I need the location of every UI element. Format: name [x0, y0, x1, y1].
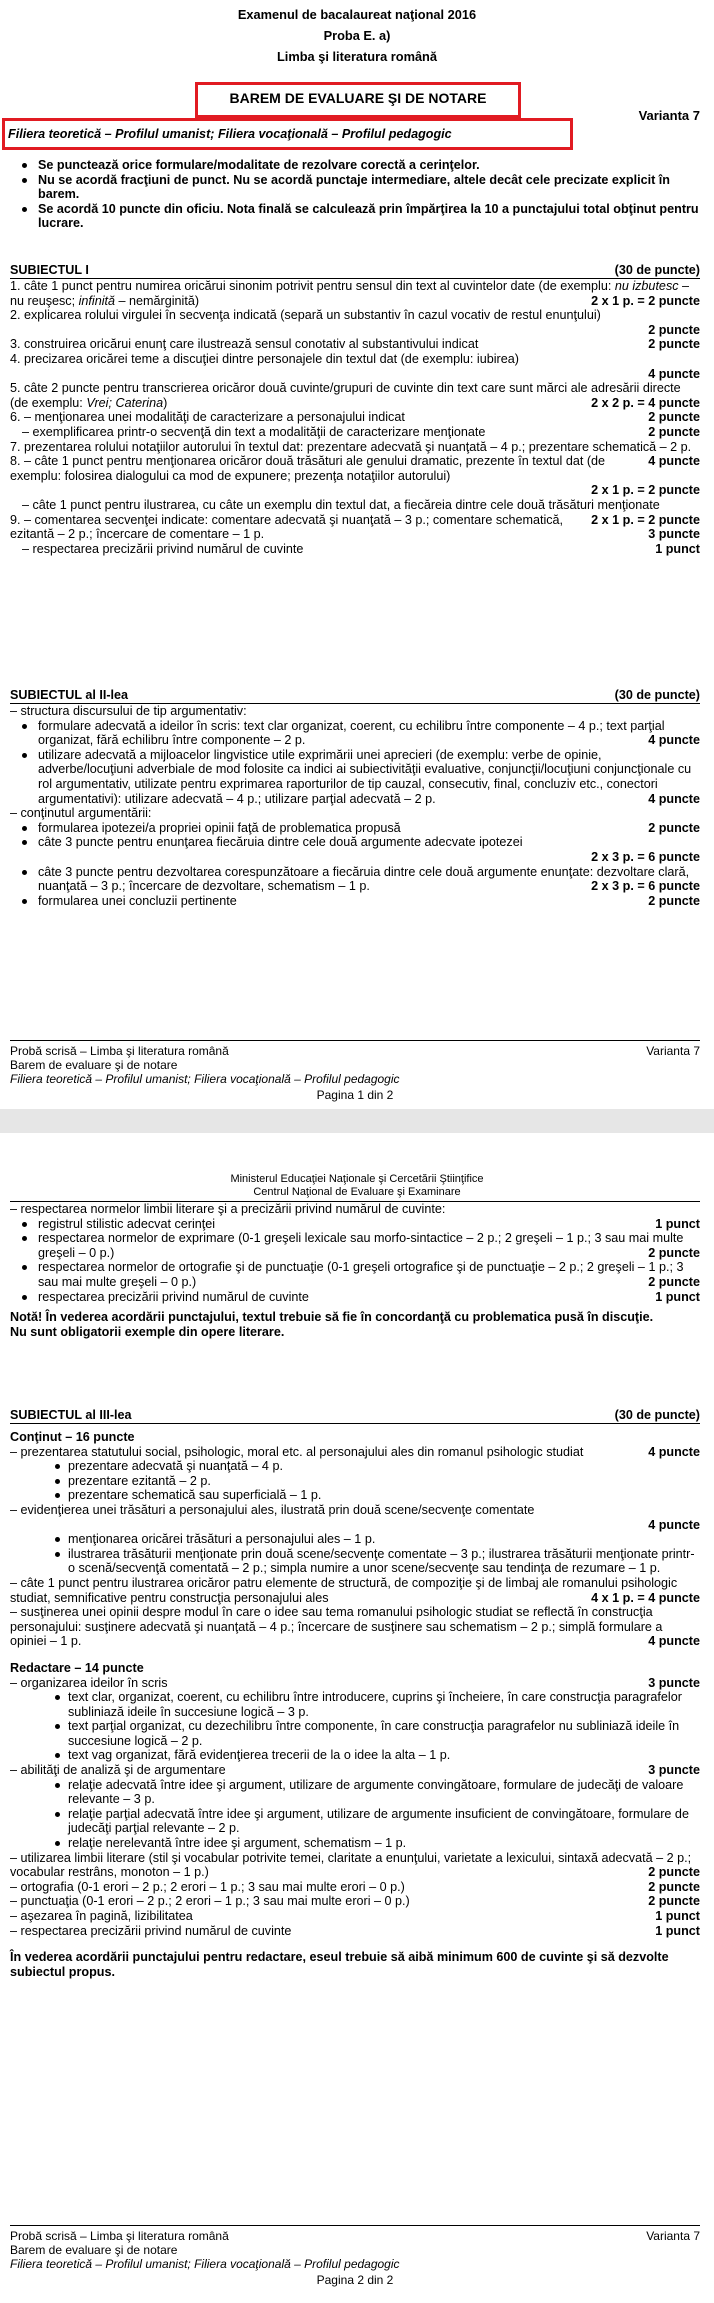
barem-title: BAREM DE EVALUARE ŞI DE NOTARE: [229, 90, 487, 106]
footer-exam: Probă scrisă – Limba şi literatura română: [10, 2229, 229, 2243]
final-note: În vederea acordării punctajului pentru redactare, eseul trebuie să aibă minimum 600 de cuvinte şi să dezvolte subiectul propus.: [10, 1950, 669, 1979]
points: 1 punct: [655, 1909, 700, 1923]
item-1: 1. câte 1 punct pentru numirea oricărui sinonim potrivit pentru sensul din text al cuvintelor date (de exemplu: nu izbutesc – nu reuşesc; infinită – nemărginită) 2 x 1 p. = 2 puncte: [10, 279, 700, 308]
points: 2 x 3 p. = 6 puncte: [591, 879, 700, 894]
points: 3 puncte: [648, 1763, 700, 1778]
item-9b: – respectarea precizării privind numărul de cuvinte 1 punct: [22, 541, 700, 556]
item-9a: 9. – comentarea secvenţei indicate: comentare adecvată şi nuanţată – 3 p.; comentare schematică, ezitantă – 2 p.; încercare de comentare – 1 p. 3 puncte: [10, 512, 700, 542]
subject-2-title: SUBIECTUL al II-lea: [10, 688, 129, 702]
subject-1-points: (30 de puncte): [614, 263, 700, 277]
subject-2-points: (30 de puncte): [614, 688, 700, 702]
points: 2 x 2 p. = 4 puncte: [591, 395, 700, 410]
criterion-item: – evidenţierea unei trăsături a personajului ales, ilustrată prin două scene/secvenţe comentate 4 puncte: [10, 1502, 700, 1532]
points: 2 puncte: [648, 1245, 700, 1260]
general-rules: [10, 158, 700, 231]
criterion-item: formularea unei concluzii pertinente 2 puncte: [10, 894, 700, 909]
criterion-item: utilizare adecvată a mijloacelor lingvistice utile exprimării unei aprecieri (de exemplu: verbe de opinie, adverbe/locuţiuni adverbiale de mod folosite ca indici ai subiectivităţii evaluative, conjuncţii/locuţiuni conjuncţionale cu rol argumentativ, utilizate pentru exprimarea raporturilor de tip cauzal, consecutiv, final, concluziv etc., conectori argumentativi): utilizare adecvată – 4 p.; utilizare parţial adecvată – 2 p. 4 puncte: [10, 748, 700, 806]
points: 1 punct: [655, 1216, 700, 1231]
criterion-item: – punctuaţia (0-1 erori – 2 p.; 2 erori – 1 p.; 3 sau mai multe erori – 0 p.) 2 puncte: [10, 1894, 700, 1909]
page-1-footer: [10, 1040, 700, 1102]
sub-criterion: menţionarea oricărei trăsături a personajului ales – 1 p.: [10, 1532, 700, 1547]
criterion-item: – ortografia (0-1 erori – 2 p.; 2 erori – 1 p.; 3 sau mai multe erori – 0 p.) 2 puncte: [10, 1879, 700, 1894]
item-3: 3. construirea oricărui enunţ care ilustrează sensul conotativ al substantivului indicat 2 puncte: [10, 337, 700, 352]
criterion-item: respectarea precizării privind numărul de cuvinte 1 punct: [10, 1290, 700, 1305]
points: 3 puncte: [648, 1675, 700, 1690]
rule-item: Se acordă 10 puncte din oficiu. Nota finală se calculează prin împărţirea la 10 a punctajului total obţinut pentru lucrare.: [10, 202, 700, 231]
sub-criterion: text parţial organizat, cu dezechilibru între componente, în care construcţia paragrafelor nu subliniază ideile în succesiune logică – 2 p.: [10, 1719, 700, 1748]
item-5: 5. câte 2 puncte pentru transcrierea oricăror două cuvinte/grupuri de cuvinte din text care sunt mărci ale adresării directe (de exemplu: Vrei; Caterina) 2 x 2 p. = 4 puncte: [10, 381, 700, 410]
item-8a: 8. – câte 1 punct pentru menţionarea oricăror două trăsături ale genului dramatic, prezente în textul dat (de exemplu: folosirea dialogului ca mod de expunere; prezenţa notaţiilor autorului) 2 x 1 p. = 2 puncte: [10, 454, 700, 498]
footer-exam: Probă scrisă – Limba şi literatura română: [10, 1044, 229, 1058]
center-name: Centrul Naţional de Evaluare şi Examinare: [253, 1186, 461, 1198]
page-1: [0, 0, 714, 1109]
sub-criterion: prezentare schematică sau superficială – 1 p.: [10, 1488, 700, 1503]
points: 4 puncte: [648, 791, 700, 806]
points: 2 puncte: [648, 410, 700, 425]
footer-filiera: Filiera teoretică – Profilul umanist; Filiera vocaţională – Profilul pedagogic: [10, 2257, 400, 2271]
footer-variant: Varianta 7: [646, 2229, 700, 2243]
criterion-item: formulare adecvată a ideilor în scris: text clar organizat, coerent, cu echilibru între componente – 4 p.; text parţial organizat, fără echilibru între componente – 2 p. 4 puncte: [10, 719, 700, 748]
points: 1 punct: [655, 1289, 700, 1304]
footer-barem: Barem de evaluare şi de notare: [10, 2243, 178, 2257]
sub-criterion: text vag organizat, fără evidenţierea trecerii de la o idee la alta – 1 p.: [10, 1748, 700, 1763]
points: 2 puncte: [648, 1894, 700, 1909]
points: 2 puncte: [648, 1274, 700, 1289]
points: 2 puncte: [648, 1865, 700, 1880]
points: 2 puncte: [648, 893, 700, 908]
points: 4 x 1 p. = 4 puncte: [591, 1590, 700, 1605]
content-section-title: Conţinut – 16 puncte: [10, 1430, 135, 1444]
points: 4 puncte: [648, 366, 700, 381]
criterion-item: – respectarea precizării privind numărul de cuvinte 1 punct: [10, 1923, 700, 1938]
points: 1 punct: [655, 1923, 700, 1938]
ministry-header: [0, 1173, 714, 1199]
subject-3: [10, 1400, 700, 1979]
points: 4 puncte: [648, 1517, 700, 1532]
subject-2: [10, 680, 700, 908]
sub-criterion: ilustrarea trăsăturii menţionate prin două scene/secvenţe comentate – 3 p.; ilustrarea trăsăturii menţionate printr-o scenă/secvenţă comentată – 2 p.; simpla numire a unor scene/secvenţe sau tendinţa de rezumare – 1 p.: [10, 1547, 700, 1576]
item-7: 7. prezentarea rolului notaţiilor autorului în textul dat: prezentare adecvată şi nuanţată – 4 p.; prezentare schematică – 2 p. 4 puncte: [10, 439, 700, 469]
subject-3-title: SUBIECTUL al III-lea: [10, 1408, 132, 1422]
item-4: 4. precizarea oricărei teme a discuţiei dintre personajele din textul dat (de exemplu: iubirea) 4 puncte: [10, 351, 700, 381]
page-number: Pagina 2 din 2: [316, 2273, 394, 2287]
criterion-item: – organizarea ideilor în scris 3 puncte: [10, 1675, 700, 1690]
exam-title: Examenul de bacalaureat naţional 2016: [237, 7, 477, 22]
criterion-item: formularea ipotezei/a propriei opinii faţă de problematica propusă 2 puncte: [10, 821, 700, 836]
points: 2 x 1 p. = 2 puncte: [591, 483, 700, 498]
criterion-item: câte 3 puncte pentru enunţarea fiecăruia dintre cele două argumente adecvate ipotezei 2 x 3 p. = 6 puncte: [10, 835, 700, 864]
criterion-item: – susţinerea unei opinii despre modul în care o idee sau tema romanului psihologic studiat se reflectă în construcţia personajului: susţinere adecvată şi nuanţată – 4 p.; încercare de susţinere sau schematism – 2 p.; simplă formulare a opiniei – 1 p. 4 puncte: [10, 1605, 700, 1649]
criterion-item: – aşezarea în pagină, lizibilitatea 1 punct: [10, 1909, 700, 1923]
points: 2 puncte: [648, 322, 700, 337]
footer-filiera: Filiera teoretică – Profilul umanist; Filiera vocaţională – Profilul pedagogic: [10, 1072, 400, 1086]
page-2-footer: [10, 2225, 700, 2287]
subject-1-header: [10, 262, 700, 279]
subject-2-header: [10, 687, 700, 704]
points: 2 x 1 p. = 2 puncte: [591, 512, 700, 527]
points: 2 puncte: [648, 1879, 700, 1894]
structure-heading: – structura discursului de tip argumentativ:: [10, 704, 247, 718]
note: Notă! În vederea acordării punctajului, textul trebuie să fie în concordanţă cu problematica pusă în discuţie.: [10, 1310, 654, 1325]
page-2: [0, 1133, 714, 2303]
rule-item: Nu se acordă fracţiuni de punct. Nu se acordă punctaje intermediare, altele decât cele precizate explicit în barem.: [10, 173, 700, 202]
footer-variant: Varianta 7: [646, 1044, 700, 1058]
points: 2 puncte: [648, 424, 700, 439]
note: Nu sunt obligatorii exemple din opere literare.: [10, 1324, 285, 1339]
points: 1 punct: [655, 541, 700, 556]
content-heading: – conţinutul argumentării:: [10, 806, 152, 821]
sub-criterion: relaţie parţial adecvată între idee şi argument, utilizare de argumente insuficient de convingătoare, formulare de judecăţi parţial relevante – 2 p.: [10, 1807, 700, 1836]
criterion-item: – utilizarea limbii literare (stil şi vocabular potrivite temei, claritate a enunţului, varietate a lexicului, sintaxă adecvată – 2 p.; vocabular restrâns, monoton – 1 p.) 2 puncte: [10, 1850, 700, 1880]
item-2: 2. explicarea rolului virgulei în secvenţa indicată (separă un substantiv în cazul vocativ de restul enunţului) 2 puncte: [10, 308, 700, 337]
sub-criterion: relaţie adecvată între idee şi argument, utilizare de argumente convingătoare, formulare de judecăţi de valoare relevante – 3 p.: [10, 1778, 700, 1807]
points: 2 x 3 p. = 6 puncte: [591, 849, 700, 864]
criterion-item: – câte 1 punct pentru ilustrarea oricăror patru elemente de structură, de compoziţie şi de limbaj ale romanului psihologic studiat, semnificative pentru construcţia personajului ales 4 x 1 p. = 4 puncte: [10, 1575, 700, 1605]
criterion-item: registrul stilistic adecvat cerinţei 1 punct: [10, 1217, 700, 1232]
criterion-item: câte 3 puncte pentru dezvoltarea corespunzătoare a fiecăruia dintre cele două argumente enunţate: dezvoltare clară, nuanţată – 3 p.; încercare de dezvoltare, schematism – 1 p. 2 x 3 p. = 6 puncte: [10, 865, 700, 894]
criterion-item: – prezentarea statutului social, psihologic, moral etc. al personajului ales din romanul psihologic studiat 4 puncte: [10, 1444, 700, 1459]
item-6a: 6. – menţionarea unei modalităţi de caracterizare a personajului indicat 2 puncte: [10, 410, 700, 425]
page-header: [0, 4, 714, 67]
subject-3-header: [10, 1407, 700, 1424]
points: 3 puncte: [648, 527, 700, 542]
item-8b: – câte 1 punct pentru ilustrarea, cu câte un exemplu din textul dat, a fiecăreia dintre cele două trăsături menţionate 2 x 1 p. = 2 puncte: [22, 497, 700, 527]
page-number: Pagina 1 din 2: [316, 1088, 394, 1102]
points: 4 puncte: [648, 454, 700, 469]
rule-item: Se punctează orice formulare/modalitate de rezolvare corectă a cerinţelor.: [10, 158, 700, 173]
proba-label: Proba E. a): [323, 28, 391, 43]
points: 4 puncte: [648, 733, 700, 748]
ministry-name: Ministerul Educaţiei Naţionale şi Cercetării Ştiinţifice: [230, 1173, 484, 1185]
points: 4 puncte: [648, 1634, 700, 1649]
subject-1: [10, 255, 700, 556]
subject-1-title: SUBIECTUL I: [10, 263, 89, 277]
criterion-item: respectarea normelor de exprimare (0-1 greşeli lexicale sau morfo-sintactice – 2 p.; 2 greşeli – 1 p.; 3 sau mai multe greşeli – 0 p.) 2 puncte: [10, 1231, 700, 1260]
criterion-item: respectarea normelor de ortografie şi de punctuaţie (0-1 greşeli ortografice şi de punctuaţie – 2 p.; 2 greşeli – 1 p.; 3 sau mai multe greşeli – 0 p.) 2 puncte: [10, 1260, 700, 1289]
sub-criterion: prezentare adecvată şi nuanţată – 4 p.: [10, 1459, 700, 1474]
subject-2-continued: [10, 1201, 700, 1339]
points: 4 puncte: [648, 1444, 700, 1459]
sub-criterion: relaţie nerelevantă între idee şi argument, schematism – 1 p.: [10, 1836, 700, 1851]
criterion-item: – abilităţi de analiză şi de argumentare 3 puncte: [10, 1763, 700, 1778]
sub-criterion: text clar, organizat, coerent, cu echilibru între introducere, cuprins şi încheiere, în care construcţia paragrafelor subliniază ideile în succesiune logică – 3 p.: [10, 1690, 700, 1719]
page-separator: [0, 1109, 714, 1133]
points: 2 x 1 p. = 2 puncte: [591, 293, 700, 308]
filiera-label: Filiera teoretică – Profilul umanist; Filiera vocaţională – Profilul pedagogic: [8, 127, 452, 141]
subject-3-points: (30 de puncte): [614, 1408, 700, 1422]
redactare-section-title: Redactare – 14 puncte: [10, 1660, 144, 1675]
subject-label: Limba şi literatura română: [276, 49, 437, 64]
footer-barem: Barem de evaluare şi de notare: [10, 1058, 178, 1072]
sub-criterion: prezentare ezitantă – 2 p.: [10, 1474, 700, 1489]
norms-heading: – respectarea normelor limbii literare şi a precizării privind numărul de cuvinte:: [10, 1202, 446, 1216]
points: 2 puncte: [648, 820, 700, 835]
points: 2 puncte: [648, 337, 700, 352]
item-6b: – exemplificarea printr-o secvenţă din text a modalităţii de caracterizare menţionate 2 puncte: [22, 424, 700, 439]
variant-label: Varianta 7: [638, 108, 700, 123]
